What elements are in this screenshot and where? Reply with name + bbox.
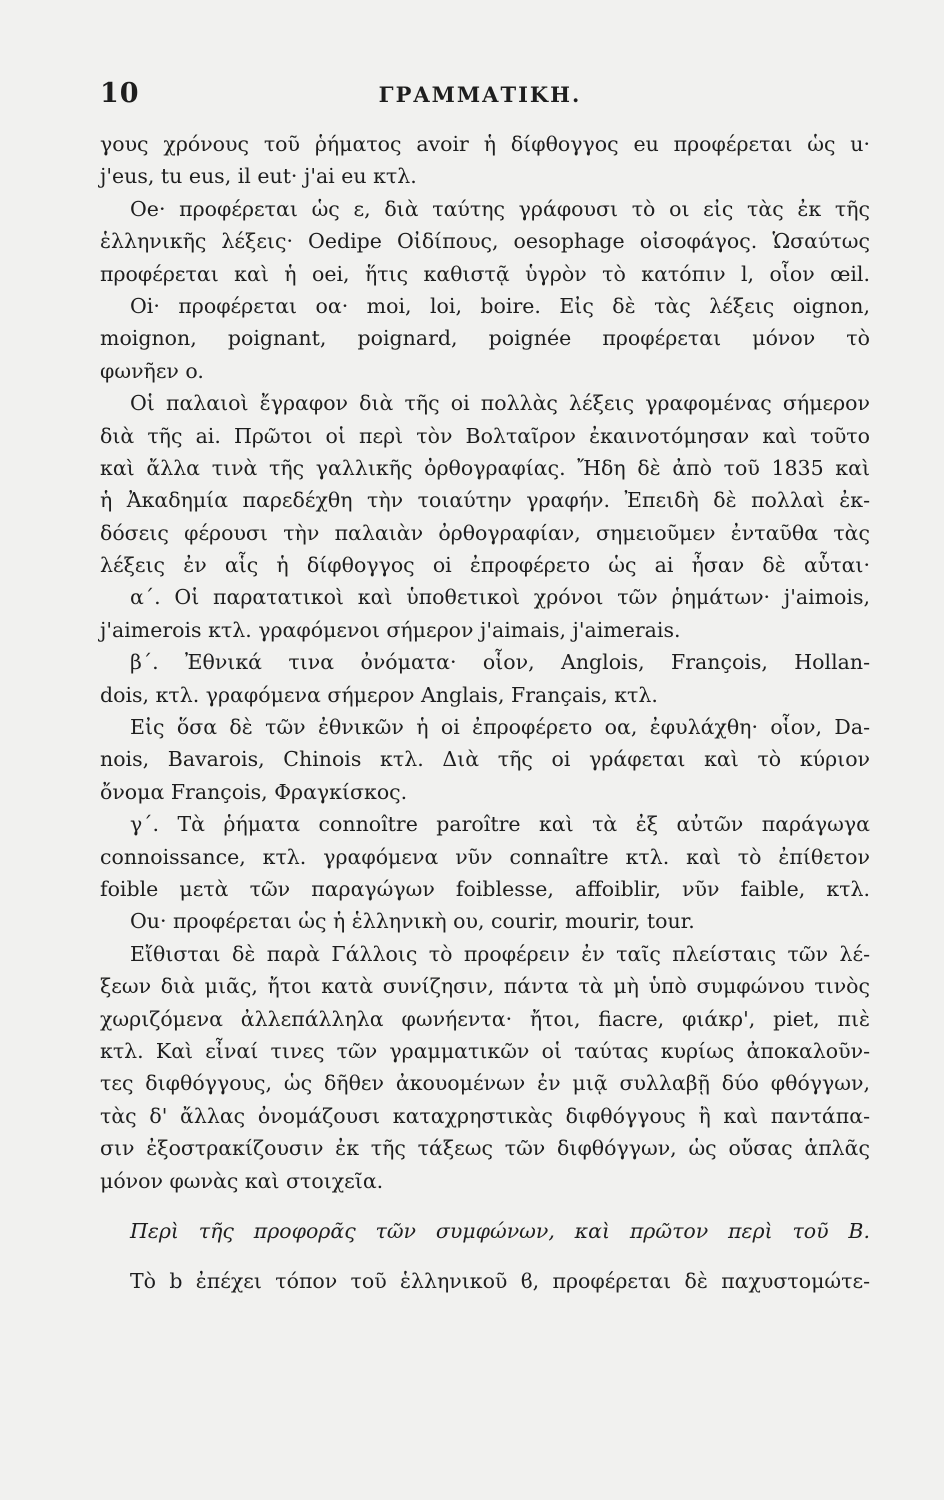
text-line: Οἱ παλαιοὶ ἔγραφον διὰ τῆς oi πολλὰς λέξεις γραφομένας σήμερον [130,391,870,416]
text-line: dois, κτλ. γραφόμενα σήμερον Anglais, Français, κτλ. [100,682,658,707]
text-line: λέξεις ἐν αἷς ἡ δίφθογγος oi ἐπροφέρετο ὡς ai ἦσαν δὲ αὗται· [100,553,870,578]
text-line: Oe· προφέρεται ὡς ε, διὰ ταύτης γράφουσι τὸ οι εἰς τὰς ἐκ τῆς [130,196,870,221]
text-line: ὄνομα François, Φραγκίσκος. [100,779,408,804]
text-line: μόνον φωνὰς καὶ στοιχεῖα. [100,1168,384,1193]
text-line: moignon, poignant, poignard, poignée προφέρεται μόνον τὸ [100,326,870,351]
text-line: φωνῆεν o. [100,358,204,383]
text-line: j'eus, tu eus, il eut· j'ai eu κτλ. [100,164,417,189]
text-line: σιν ἐξοστρακίζουσιν ἐκ τῆς τάξεως τῶν διφθόγγων, ὡς οὔσας ἁπλᾶς [100,1136,870,1161]
section-gap [100,1247,870,1265]
text-line: foible μετὰ τῶν παραγώγων foiblesse, affoiblir, νῦν faible, κτλ. [100,876,870,901]
text-line: δόσεις φέρουσι τὴν παλαιὰν ὀρθογραφίαν, σημειοῦμεν ἐνταῦθα τὰς [100,520,870,545]
text-line: προφέρεται καὶ ἡ oei, ἥτις καθιστᾷ ὑγρὸν τὸ κατόπιν l, οἷον œil. [100,261,870,286]
section-gap [100,1197,870,1215]
text-line: διὰ τῆς ai. Πρῶτοι οἱ περὶ τὸν Βολταῖρον ἐκαινοτόμησαν καὶ τοῦτο [100,423,870,448]
text-line: Ou· προφέρεται ὡς ἡ ἑλληνικὴ ου, courir, mourir, tour. [130,909,695,934]
section-heading: Περὶ τῆς προφορᾶς τῶν συμφώνων, καὶ πρῶτον περὶ τοῦ B. [130,1218,870,1243]
text-line: Εἰς ὅσα δὲ τῶν ἐθνικῶν ἡ oi ἐπροφέρετο οα, ἐφυλάχθη· οἷον, Da- [130,715,870,740]
text-line: ἑλληνικῆς λέξεις· Oedipe Οἰδίπους, oesophage οἰσοφάγος. Ὡσαύτως [100,229,870,254]
text-line: Εἴθισται δὲ παρὰ Γάλλοις τὸ προφέρειν ἐν ταῖς πλείσταις τῶν λέ- [130,941,870,966]
text-line: γ΄. Τὰ ῥήματα connoître paroître καὶ τὰ ἐξ αὐτῶν παράγωγα [130,812,870,837]
page-header [100,78,860,118]
text-line: ξεων διὰ μιᾶς, ἤτοι κατὰ συνίζησιν, πάντα τὰ μὴ ὑπὸ συμφώνου τινὸς [100,974,870,999]
text-line: Τὸ b ἐπέχει τόπον τοῦ ἑλληνικοῦ ϐ, προφέρεται δὲ παχυστομώτε- [130,1269,870,1294]
text-line: α΄. Οἱ παρατατικοὶ καὶ ὑποθετικοὶ χρόνοι τῶν ῥημάτων· j'aimois, [130,585,870,610]
text-line: κτλ. Καὶ εἶναί τινες τῶν γραμματικῶν οἱ ταύτας κυρίως ἀποκαλοῦν- [100,1038,870,1063]
text-line: Oi· προφέρεται οα· moi, loi, boire. Εἰς δὲ τὰς λέξεις oignon, [130,293,870,318]
text-line: καὶ ἄλλα τινὰ τῆς γαλλικῆς ὀρθογραφίας. Ἤδη δὲ ἀπὸ τοῦ 1835 καὶ [100,455,870,480]
text-line: γους χρόνους τοῦ ῥήματος avoir ἡ δίφθογγος eu προφέρεται ὡς u· [100,132,870,156]
text-line: j'aimerois κτλ. γραφόμενοι σήμερον j'aimais, j'aimerais. [100,617,681,642]
text-line: connoissance, κτλ. γραφόμενα νῦν connaître κτλ. καὶ τὸ ἐπίθετον [100,844,870,869]
text-line: χωριζόμενα ἀλλεπάλληλα φωνήεντα· ἤτοι, fiacre, φιάκρ', piet, πιὲ [100,1006,870,1031]
page-body [100,128,870,1298]
text-line: ἡ Ἀκαδημία παρεδέχθη τὴν τοιαύτην γραφήν. Ἐπειδὴ δὲ πολλαὶ ἐκ- [100,488,870,513]
text-line: β΄. Ἐθνικά τινα ὀνόματα· οἷον, Anglois, François, Hollan- [130,650,870,675]
running-head: ΓΡΑΜΜΑΤΙΚΗ. [378,82,582,107]
text-line: τὰς δ' ἄλλας ὀνομάζουσι καταχρηστικὰς διφθόγγους ἢ καὶ παντάπα- [100,1103,870,1128]
text-line: τες διφθόγγους, ὡς δῆθεν ἀκουομένων ἐν μιᾷ συλλαβῇ δύο φθόγγων, [100,1071,870,1096]
page-number: 10 [100,78,140,109]
text-line: nois, Bavarois, Chinois κτλ. Διὰ τῆς oi γράφεται καὶ τὸ κύριον [100,747,870,772]
